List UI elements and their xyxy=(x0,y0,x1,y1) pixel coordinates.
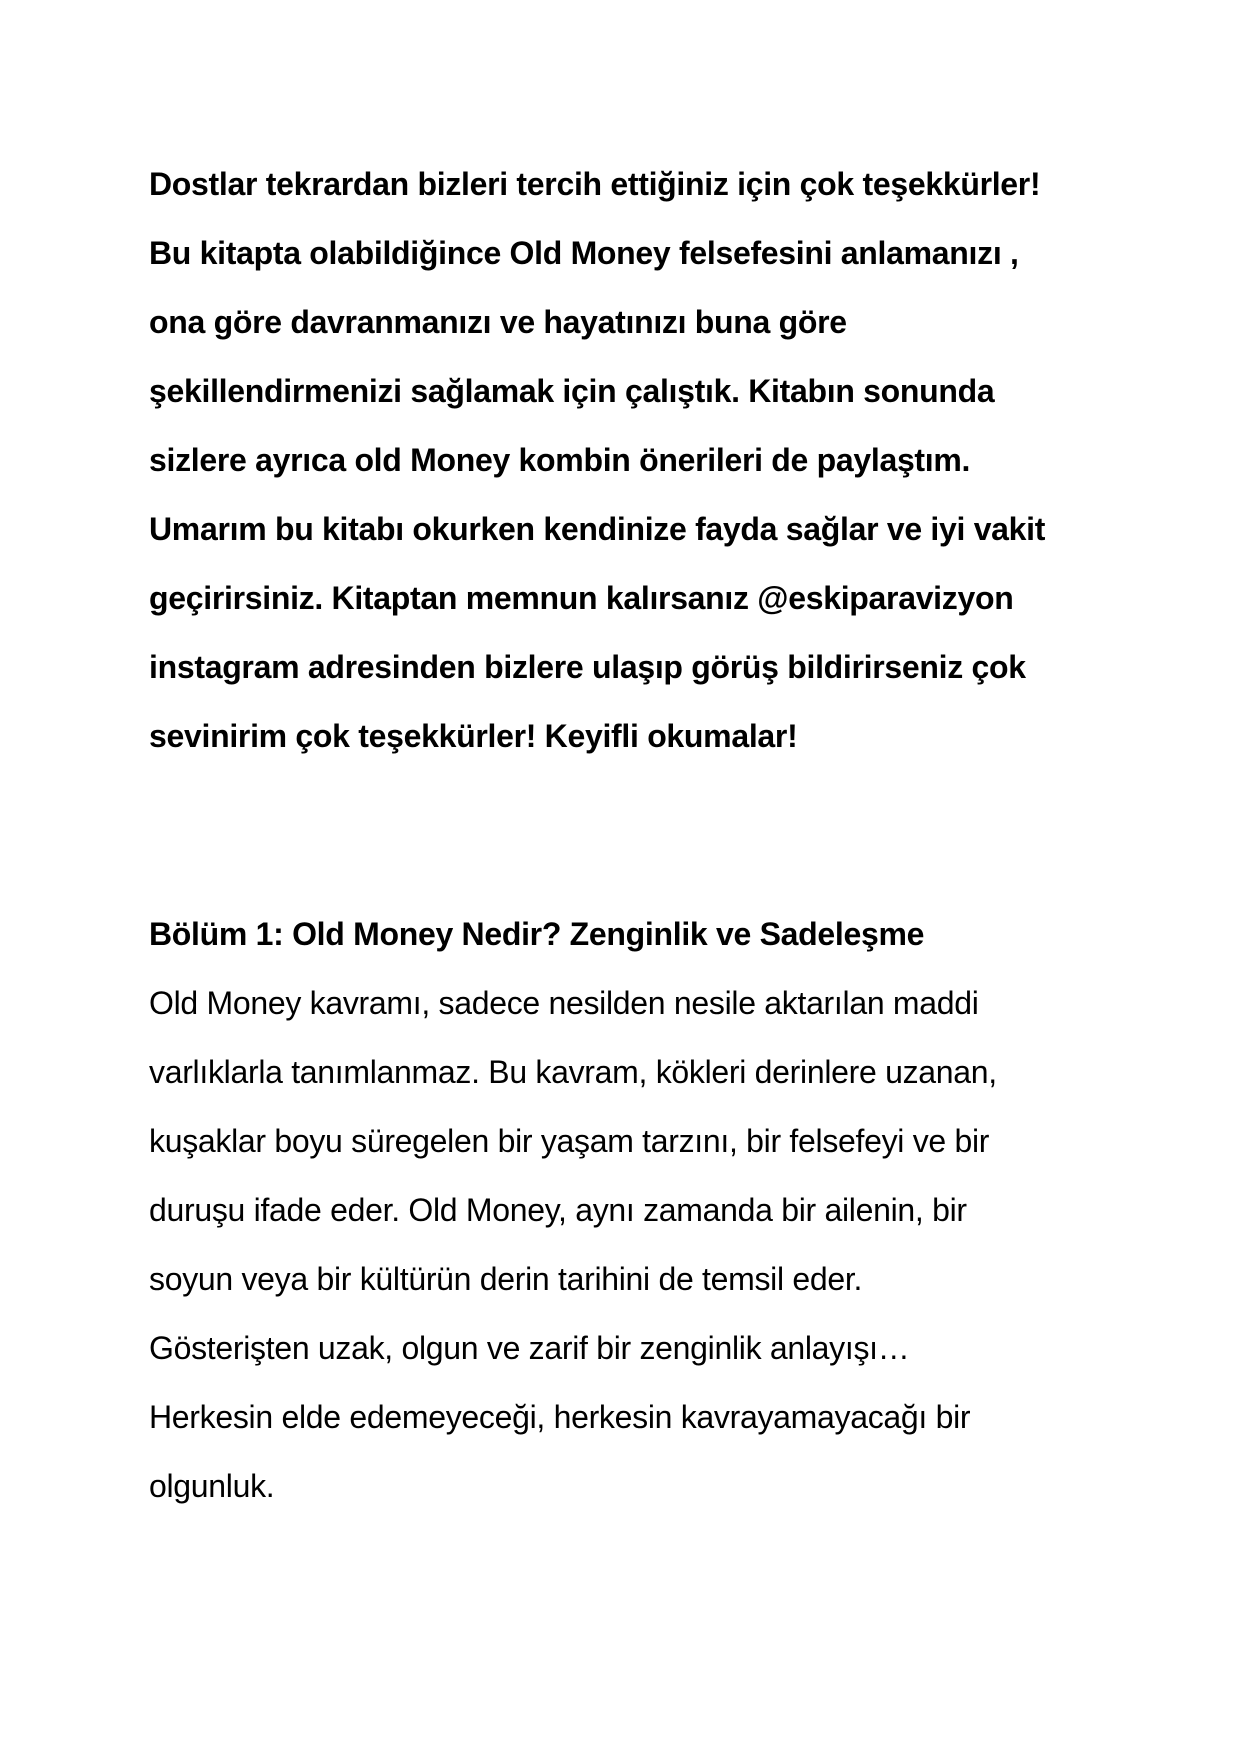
intro-line: şekillendirmenizi sağlamak için çalıştık. Kitabın sonunda xyxy=(149,373,995,409)
chapter-line: Old Money kavramı, sadece nesilden nesile aktarılan maddi xyxy=(149,985,979,1021)
chapter-line: soyun veya bir kültürün derin tarihini de temsil eder. xyxy=(149,1261,863,1297)
intro-line: sevinirim çok teşekkürler! Keyifli okumalar! xyxy=(149,718,798,754)
intro-line: ona göre davranmanızı ve hayatınızı buna göre xyxy=(149,304,847,340)
intro-line: sizlere ayrıca old Money kombin önerileri de paylaştım. xyxy=(149,442,971,478)
intro-paragraph xyxy=(149,150,1099,771)
chapter-line: olgunluk. xyxy=(149,1468,275,1504)
intro-line: Umarım bu kitabı okurken kendinize fayda sağlar ve iyi vakit xyxy=(149,511,1046,547)
chapter-line: duruşu ifade eder. Old Money, aynı zamanda bir ailenin, bir xyxy=(149,1192,967,1228)
chapter-title: Bölüm 1: Old Money Nedir? Zenginlik ve Sadeleşme xyxy=(149,916,925,952)
chapter-section xyxy=(149,900,1099,1521)
chapter-line: Gösterişten uzak, olgun ve zarif bir zenginlik anlayışı… xyxy=(149,1330,910,1366)
chapter-line: kuşaklar boyu süregelen bir yaşam tarzını, bir felsefeyi ve bir xyxy=(149,1123,990,1159)
chapter-line: varlıklarla tanımlanmaz. Bu kavram, kökleri derinlere uzanan, xyxy=(149,1054,997,1090)
intro-line: Dostlar tekrardan bizleri tercih ettiğiniz için çok teşekkürler! xyxy=(149,166,1041,202)
intro-line: geçirirsiniz. Kitaptan memnun kalırsanız @eskiparavizyon xyxy=(149,580,1014,616)
chapter-line: Herkesin elde edemeyeceği, herkesin kavrayamayacağı bir xyxy=(149,1399,971,1435)
intro-line: Bu kitapta olabildiğince Old Money felsefesini anlamanızı , xyxy=(149,235,1019,271)
intro-line: instagram adresinden bizlere ulaşıp görüş bildirirseniz çok xyxy=(149,649,1026,685)
